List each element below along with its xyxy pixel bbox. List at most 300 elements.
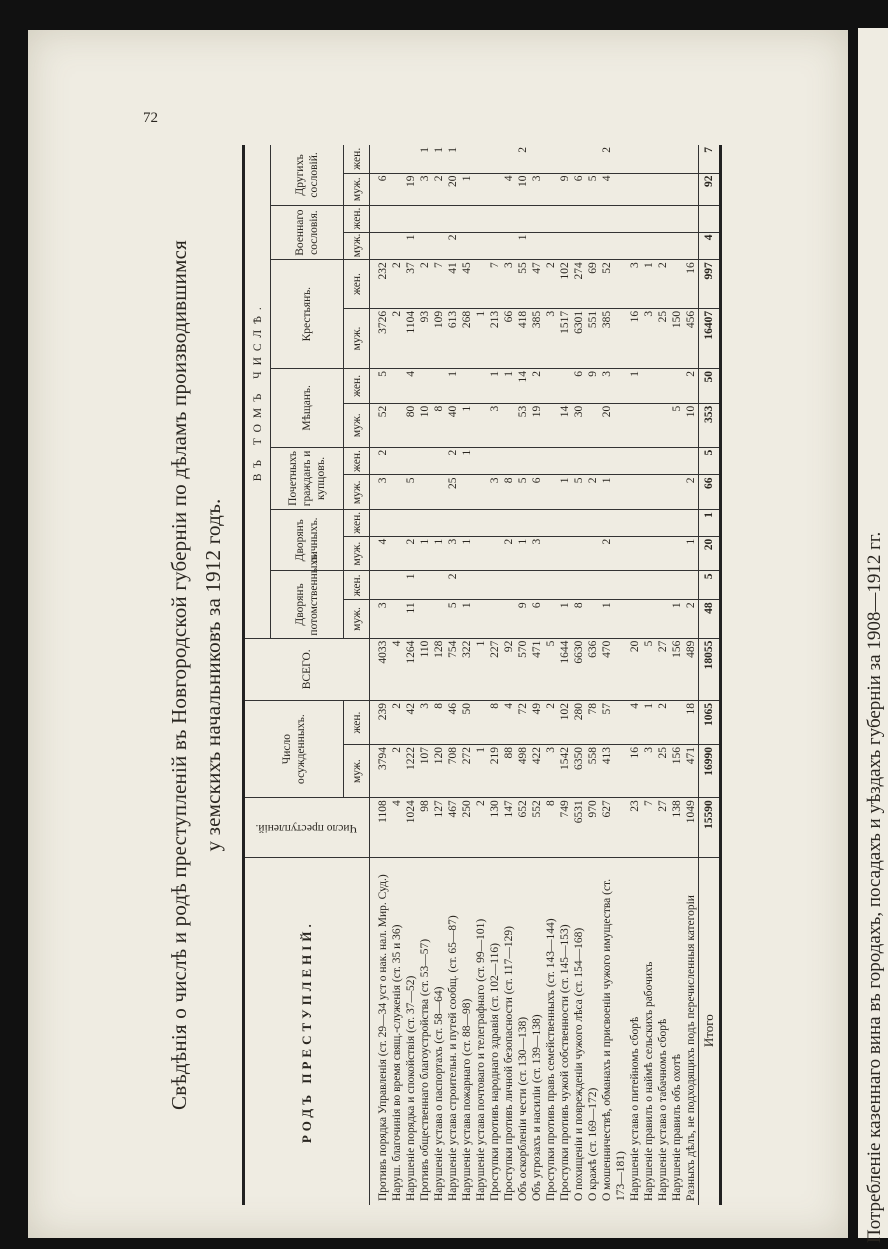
total-cell bbox=[699, 205, 721, 232]
table-cell: 5 bbox=[642, 638, 656, 700]
table-cell: 2 bbox=[502, 536, 516, 571]
table-cell: 47 bbox=[530, 260, 544, 309]
table-cell: 4 bbox=[600, 173, 628, 205]
table-row bbox=[488, 145, 502, 1205]
table-cell bbox=[516, 447, 530, 475]
table-cell bbox=[460, 145, 474, 173]
crime-name: О мошенничествѣ, обманахъ и присвоеніи чужого имущества (ст. 173—181) bbox=[601, 878, 627, 1201]
table-cell: 8 bbox=[432, 403, 446, 447]
table-cell: 4 bbox=[370, 536, 391, 571]
table-cell bbox=[474, 536, 488, 571]
header-class-group: Крестьянъ. bbox=[271, 260, 344, 369]
next-page-text: Потребленіе казеннаго вина въ городахъ, посадахъ и уѣздахъ губерніи за 1908—1912 гг. bbox=[864, 531, 885, 1243]
table-cell: 7 bbox=[488, 260, 502, 309]
table-cell: 456 bbox=[684, 308, 699, 368]
table-cell: 3 bbox=[502, 260, 516, 309]
table-cell bbox=[502, 205, 516, 232]
table-cell: 1 bbox=[600, 475, 628, 510]
table-cell: 27 bbox=[656, 638, 670, 700]
table-cell: 2 bbox=[586, 475, 600, 510]
table-cell bbox=[432, 510, 446, 537]
crime-name: Наруш. благочинія во время свящ.-служенія (ст. 35 и 36) bbox=[391, 924, 403, 1201]
table-row bbox=[586, 145, 600, 1205]
table-row bbox=[432, 145, 446, 1205]
table-cell bbox=[572, 145, 586, 173]
total-cell: 16990 bbox=[699, 745, 721, 798]
table-cell: 120 bbox=[432, 745, 446, 798]
table-cell bbox=[474, 701, 488, 745]
table-cell bbox=[488, 173, 502, 205]
crime-name: Противъ общественнаго благоустройства (ст. 53—57) bbox=[419, 938, 431, 1201]
table-cell: 78 bbox=[586, 701, 600, 745]
crime-name: Нарушеніе правилъ о наймѣ сельскихъ рабочихъ bbox=[643, 961, 655, 1201]
table-cell bbox=[474, 600, 488, 638]
header-female: жен. bbox=[344, 510, 370, 537]
header-total: ВСЕГО. bbox=[244, 638, 370, 700]
crime-name: Нарушеніе устава о питейномъ сборѣ bbox=[629, 1016, 641, 1201]
page-number: 72 bbox=[143, 110, 158, 126]
table-cell: 1 bbox=[516, 232, 530, 260]
table-cell bbox=[390, 447, 404, 475]
table-cell: 7 bbox=[432, 260, 446, 309]
table-cell: 156 bbox=[670, 638, 684, 700]
table-cell: 552 bbox=[530, 798, 544, 858]
table-cell: 1 bbox=[460, 536, 474, 571]
table-cell: 2 bbox=[544, 701, 558, 745]
table-cell bbox=[642, 232, 656, 260]
table-cell bbox=[656, 571, 670, 600]
table-cell: 14 bbox=[558, 403, 572, 447]
table-cell: 23 bbox=[628, 798, 642, 858]
table-cell: 2 bbox=[446, 232, 460, 260]
table-cell: 970 bbox=[586, 798, 600, 858]
table-cell: 1 bbox=[474, 308, 488, 368]
header-class-group: Дворянъ потомственныхъ. bbox=[271, 571, 344, 638]
table-cell bbox=[404, 447, 418, 475]
table-cell bbox=[642, 536, 656, 571]
table-cell: 3 bbox=[488, 475, 502, 510]
total-row bbox=[699, 145, 721, 1205]
table-cell bbox=[586, 447, 600, 475]
table-cell bbox=[670, 205, 684, 232]
table-cell: 102 bbox=[558, 701, 572, 745]
table-cell bbox=[418, 369, 432, 404]
total-cell: 66 bbox=[699, 475, 721, 510]
table-cell: 1024 bbox=[404, 798, 418, 858]
table-cell bbox=[418, 475, 432, 510]
header-female: жен. bbox=[344, 205, 370, 232]
table-cell bbox=[656, 475, 670, 510]
table-cell bbox=[572, 232, 586, 260]
table-row bbox=[544, 145, 558, 1205]
table-cell bbox=[670, 145, 684, 173]
table-cell: 2 bbox=[390, 308, 404, 368]
table-cell: 40 bbox=[446, 403, 460, 447]
table-cell: 41 bbox=[446, 260, 460, 309]
table-cell bbox=[474, 571, 488, 600]
table-row bbox=[558, 145, 572, 1205]
table-row bbox=[370, 145, 391, 1205]
table-cell bbox=[656, 403, 670, 447]
table-cell: 268 bbox=[460, 308, 474, 368]
table-cell: 6 bbox=[530, 475, 544, 510]
table-cell: 27 bbox=[656, 798, 670, 858]
table-cell: 613 bbox=[446, 308, 460, 368]
table-cell: 471 bbox=[530, 638, 544, 700]
table-cell bbox=[670, 475, 684, 510]
table-cell bbox=[656, 232, 670, 260]
table-cell bbox=[642, 403, 656, 447]
table-cell bbox=[600, 205, 628, 232]
table-row bbox=[474, 145, 488, 1205]
table-cell bbox=[502, 571, 516, 600]
table-cell: 66 bbox=[502, 308, 516, 368]
header-female: жен. bbox=[344, 145, 370, 173]
table-cell bbox=[642, 475, 656, 510]
table-row bbox=[446, 145, 460, 1205]
table-cell bbox=[474, 369, 488, 404]
table-cell bbox=[488, 600, 502, 638]
crime-name: Проступки противъ чужой собственности (ст. 145—153) bbox=[559, 924, 571, 1201]
table-cell: 551 bbox=[586, 308, 600, 368]
table-cell: 7 bbox=[642, 798, 656, 858]
table-cell bbox=[488, 232, 502, 260]
table-row bbox=[628, 145, 642, 1205]
rotated-content bbox=[160, 145, 830, 1205]
table-cell: 50 bbox=[460, 701, 474, 745]
table-cell: 385 bbox=[530, 308, 544, 368]
table-cell: 1 bbox=[516, 536, 530, 571]
table-cell bbox=[628, 600, 642, 638]
table-cell: 10 bbox=[516, 173, 530, 205]
table-cell bbox=[390, 510, 404, 537]
table-cell: 107 bbox=[418, 745, 432, 798]
table-cell: 467 bbox=[446, 798, 460, 858]
crime-statistics-table bbox=[242, 145, 722, 1205]
table-cell bbox=[530, 510, 544, 537]
table-cell bbox=[600, 447, 628, 475]
table-cell: 4 bbox=[390, 638, 404, 700]
table-cell bbox=[628, 232, 642, 260]
header-male: муж. bbox=[344, 308, 370, 368]
table-cell bbox=[516, 205, 530, 232]
table-cell bbox=[544, 600, 558, 638]
table-cell bbox=[544, 447, 558, 475]
table-cell bbox=[474, 145, 488, 173]
table-cell: 18 bbox=[684, 701, 699, 745]
table-cell: 1104 bbox=[404, 308, 418, 368]
header-crime-count: Число преступленій. bbox=[244, 798, 370, 858]
table-cell: 5 bbox=[670, 403, 684, 447]
table-cell: 2 bbox=[656, 260, 670, 309]
table-cell bbox=[558, 369, 572, 404]
table-cell bbox=[670, 232, 684, 260]
header-male: муж. bbox=[344, 536, 370, 571]
table-cell bbox=[684, 232, 699, 260]
table-cell: 1542 bbox=[558, 745, 572, 798]
table-cell bbox=[656, 510, 670, 537]
table-row bbox=[572, 145, 586, 1205]
table-cell: 49 bbox=[530, 701, 544, 745]
table-cell: 2 bbox=[474, 798, 488, 858]
table-cell: 274 bbox=[572, 260, 586, 309]
table-cell bbox=[586, 536, 600, 571]
table-cell bbox=[642, 510, 656, 537]
table-cell: 130 bbox=[488, 798, 502, 858]
table-cell: 6630 bbox=[572, 638, 586, 700]
table-cell: 3 bbox=[530, 536, 544, 571]
table-cell bbox=[432, 447, 446, 475]
table-cell: 5 bbox=[586, 173, 600, 205]
table-cell: 1 bbox=[684, 536, 699, 571]
table-cell bbox=[370, 145, 391, 173]
table-cell: 2 bbox=[544, 260, 558, 309]
total-cell: 5 bbox=[699, 447, 721, 475]
table-cell: 322 bbox=[460, 638, 474, 700]
table-cell: 636 bbox=[586, 638, 600, 700]
table-cell: 250 bbox=[460, 798, 474, 858]
table-cell: 11 bbox=[404, 600, 418, 638]
table-cell bbox=[474, 205, 488, 232]
header-in-that-number: ВЪ ТОМЪ ЧИСЛѢ. bbox=[244, 145, 271, 638]
total-label: Итого bbox=[699, 858, 721, 1205]
table-cell: 4 bbox=[404, 369, 418, 404]
table-cell bbox=[642, 369, 656, 404]
table-cell bbox=[446, 510, 460, 537]
table-cell bbox=[432, 232, 446, 260]
table-cell: 9 bbox=[558, 173, 572, 205]
table-cell bbox=[628, 173, 642, 205]
table-cell: 1 bbox=[474, 745, 488, 798]
header-female: жен. bbox=[344, 447, 370, 475]
crime-name: Проступки противъ личной безопасности (ст. 117—129) bbox=[503, 926, 515, 1201]
table-cell: 3 bbox=[370, 600, 391, 638]
table-cell: 213 bbox=[488, 308, 502, 368]
table-cell: 6 bbox=[572, 369, 586, 404]
table-cell: 8 bbox=[432, 701, 446, 745]
table-cell: 20 bbox=[628, 638, 642, 700]
table-cell: 6350 bbox=[572, 745, 586, 798]
table-cell bbox=[642, 600, 656, 638]
table-cell bbox=[558, 571, 572, 600]
table-cell bbox=[572, 536, 586, 571]
table-cell bbox=[544, 369, 558, 404]
table-cell: 20 bbox=[600, 403, 628, 447]
crime-name: Противъ порядка Управленія (ст. 29—34 уст о нак. нал. Мир. Суд.) bbox=[377, 874, 389, 1201]
table-row bbox=[600, 145, 628, 1205]
table-cell: 88 bbox=[502, 745, 516, 798]
table-cell bbox=[544, 205, 558, 232]
table-cell bbox=[642, 571, 656, 600]
table-cell bbox=[670, 510, 684, 537]
table-cell bbox=[502, 232, 516, 260]
table-cell: 20 bbox=[446, 173, 460, 205]
table-cell: 14 bbox=[516, 369, 530, 404]
crime-name: Разныхъ дѣлъ, не подходящихъ подъ перечисленныя категоріи bbox=[685, 895, 697, 1201]
table-cell bbox=[530, 447, 544, 475]
table-cell bbox=[670, 447, 684, 475]
table-cell: 55 bbox=[516, 260, 530, 309]
table-row bbox=[516, 145, 530, 1205]
table-cell: 4 bbox=[628, 701, 642, 745]
table-cell: 6 bbox=[370, 173, 391, 205]
table-cell bbox=[418, 232, 432, 260]
table-cell bbox=[558, 510, 572, 537]
header-convicted: Число осужденныхъ. bbox=[244, 701, 344, 798]
table-row bbox=[684, 145, 699, 1205]
table-cell bbox=[684, 173, 699, 205]
table-cell: 92 bbox=[502, 638, 516, 700]
header-female: жен. bbox=[344, 369, 370, 404]
table-cell bbox=[670, 571, 684, 600]
table-cell bbox=[670, 536, 684, 571]
table-cell: 1 bbox=[502, 369, 516, 404]
table-cell bbox=[572, 205, 586, 232]
table-cell: 219 bbox=[488, 745, 502, 798]
table-cell: 2 bbox=[684, 475, 699, 510]
table-cell: 37 bbox=[404, 260, 418, 309]
table-cell: 69 bbox=[586, 260, 600, 309]
table-cell: 1 bbox=[558, 475, 572, 510]
table-cell bbox=[628, 205, 642, 232]
title-line-1: Свѣдѣнія о числѣ и родѣ преступленій въ Новгородской губерніи по дѣламъ производившимся bbox=[167, 240, 191, 1110]
crime-name: Проступки противъ народнаго здравія (ст. 102—116) bbox=[489, 943, 501, 1201]
table-row bbox=[656, 145, 670, 1205]
table-cell: 52 bbox=[370, 403, 391, 447]
table-cell: 2 bbox=[516, 145, 530, 173]
table-cell bbox=[530, 571, 544, 600]
table-cell bbox=[530, 145, 544, 173]
table-cell: 1264 bbox=[404, 638, 418, 700]
header-class-group: Мѣщанъ. bbox=[271, 369, 344, 448]
table-row bbox=[670, 145, 684, 1205]
table-cell: 1108 bbox=[370, 798, 391, 858]
table-cell bbox=[684, 447, 699, 475]
table-cell: 3 bbox=[370, 475, 391, 510]
table-cell: 2 bbox=[418, 260, 432, 309]
table-cell: 627 bbox=[600, 798, 628, 858]
table-cell: 3 bbox=[418, 173, 432, 205]
table-cell bbox=[502, 600, 516, 638]
table-cell bbox=[390, 571, 404, 600]
table-cell: 8 bbox=[572, 600, 586, 638]
header-female: жен. bbox=[344, 701, 370, 745]
table-cell: 25 bbox=[656, 745, 670, 798]
table-cell bbox=[390, 205, 404, 232]
table-cell bbox=[586, 205, 600, 232]
table-cell: 3 bbox=[544, 745, 558, 798]
table-cell bbox=[670, 369, 684, 404]
total-cell: 20 bbox=[699, 536, 721, 571]
crime-name: Проступки противъ правъ семейственныхъ (ст. 143—144) bbox=[545, 918, 557, 1201]
table-cell bbox=[502, 510, 516, 537]
table-cell bbox=[656, 173, 670, 205]
table-cell: 1 bbox=[446, 145, 460, 173]
header-male: муж. bbox=[344, 173, 370, 205]
table-cell bbox=[544, 536, 558, 571]
table-cell: 25 bbox=[656, 308, 670, 368]
table-row bbox=[418, 145, 432, 1205]
table-cell: 239 bbox=[370, 701, 391, 745]
table-cell: 1 bbox=[432, 145, 446, 173]
table-cell bbox=[432, 475, 446, 510]
table-cell: 1644 bbox=[558, 638, 572, 700]
table-cell: 1517 bbox=[558, 308, 572, 368]
table-cell: 150 bbox=[670, 308, 684, 368]
crime-name: Нарушеніе устава о паспортахъ (ст. 58—64) bbox=[433, 986, 445, 1201]
table-cell: 5 bbox=[572, 475, 586, 510]
table-cell: 10 bbox=[684, 403, 699, 447]
table-cell: 42 bbox=[404, 701, 418, 745]
table-cell bbox=[558, 205, 572, 232]
table-cell: 1 bbox=[670, 600, 684, 638]
table-cell: 9 bbox=[586, 369, 600, 404]
table-cell bbox=[586, 510, 600, 537]
table-cell: 52 bbox=[600, 260, 628, 309]
table-cell: 3 bbox=[488, 403, 502, 447]
title-line-2: у земскихъ начальниковъ за 1912 годъ. bbox=[201, 498, 225, 852]
table-cell bbox=[460, 232, 474, 260]
total-cell: 15590 bbox=[699, 798, 721, 858]
table-cell: 232 bbox=[370, 260, 391, 309]
table-cell bbox=[586, 571, 600, 600]
table-row bbox=[642, 145, 656, 1205]
table-cell bbox=[586, 403, 600, 447]
table-cell: 3 bbox=[642, 308, 656, 368]
table-cell bbox=[530, 232, 544, 260]
table-cell: 652 bbox=[516, 798, 530, 858]
table-cell: 4 bbox=[502, 701, 516, 745]
table-cell: 2 bbox=[404, 536, 418, 571]
table-cell bbox=[656, 600, 670, 638]
table-cell: 3 bbox=[446, 536, 460, 571]
table-cell: 1 bbox=[628, 369, 642, 404]
header-female: жен. bbox=[344, 260, 370, 309]
table-cell: 5 bbox=[370, 369, 391, 404]
table-cell: 1 bbox=[418, 145, 432, 173]
table-cell bbox=[600, 232, 628, 260]
table-cell: 8 bbox=[488, 701, 502, 745]
crime-name: Нарушеніе устава строительн. и путей сообщ. (ст. 65—87) bbox=[447, 915, 459, 1201]
table-cell: 1 bbox=[488, 369, 502, 404]
header-male: муж. bbox=[344, 232, 370, 260]
table-cell bbox=[502, 447, 516, 475]
table-cell bbox=[558, 536, 572, 571]
table-cell: 156 bbox=[670, 745, 684, 798]
table-cell bbox=[656, 369, 670, 404]
table-cell: 4 bbox=[502, 173, 516, 205]
table-cell: 1049 bbox=[684, 798, 699, 858]
table-cell: 272 bbox=[460, 745, 474, 798]
table-cell bbox=[572, 571, 586, 600]
table-cell: 4 bbox=[390, 798, 404, 858]
table-cell bbox=[390, 173, 404, 205]
crime-name: Объ угрозахъ и насиліи (ст. 139—138) bbox=[531, 1014, 543, 1201]
table-cell: 489 bbox=[684, 638, 699, 700]
table-cell bbox=[684, 510, 699, 537]
table-row bbox=[390, 145, 404, 1205]
table-cell: 1 bbox=[404, 571, 418, 600]
table-cell bbox=[656, 536, 670, 571]
table-cell bbox=[628, 510, 642, 537]
table-cell bbox=[586, 232, 600, 260]
table-cell: 80 bbox=[404, 403, 418, 447]
table-cell: 2 bbox=[446, 571, 460, 600]
table-cell: 6 bbox=[530, 600, 544, 638]
header-class-group: Дворянъ личныхъ. bbox=[271, 510, 344, 571]
header-class-group: Другихъ сословій. bbox=[271, 145, 344, 205]
crime-name: Нарушеніе порядка и спокойствія (ст. 37—52) bbox=[405, 975, 417, 1201]
